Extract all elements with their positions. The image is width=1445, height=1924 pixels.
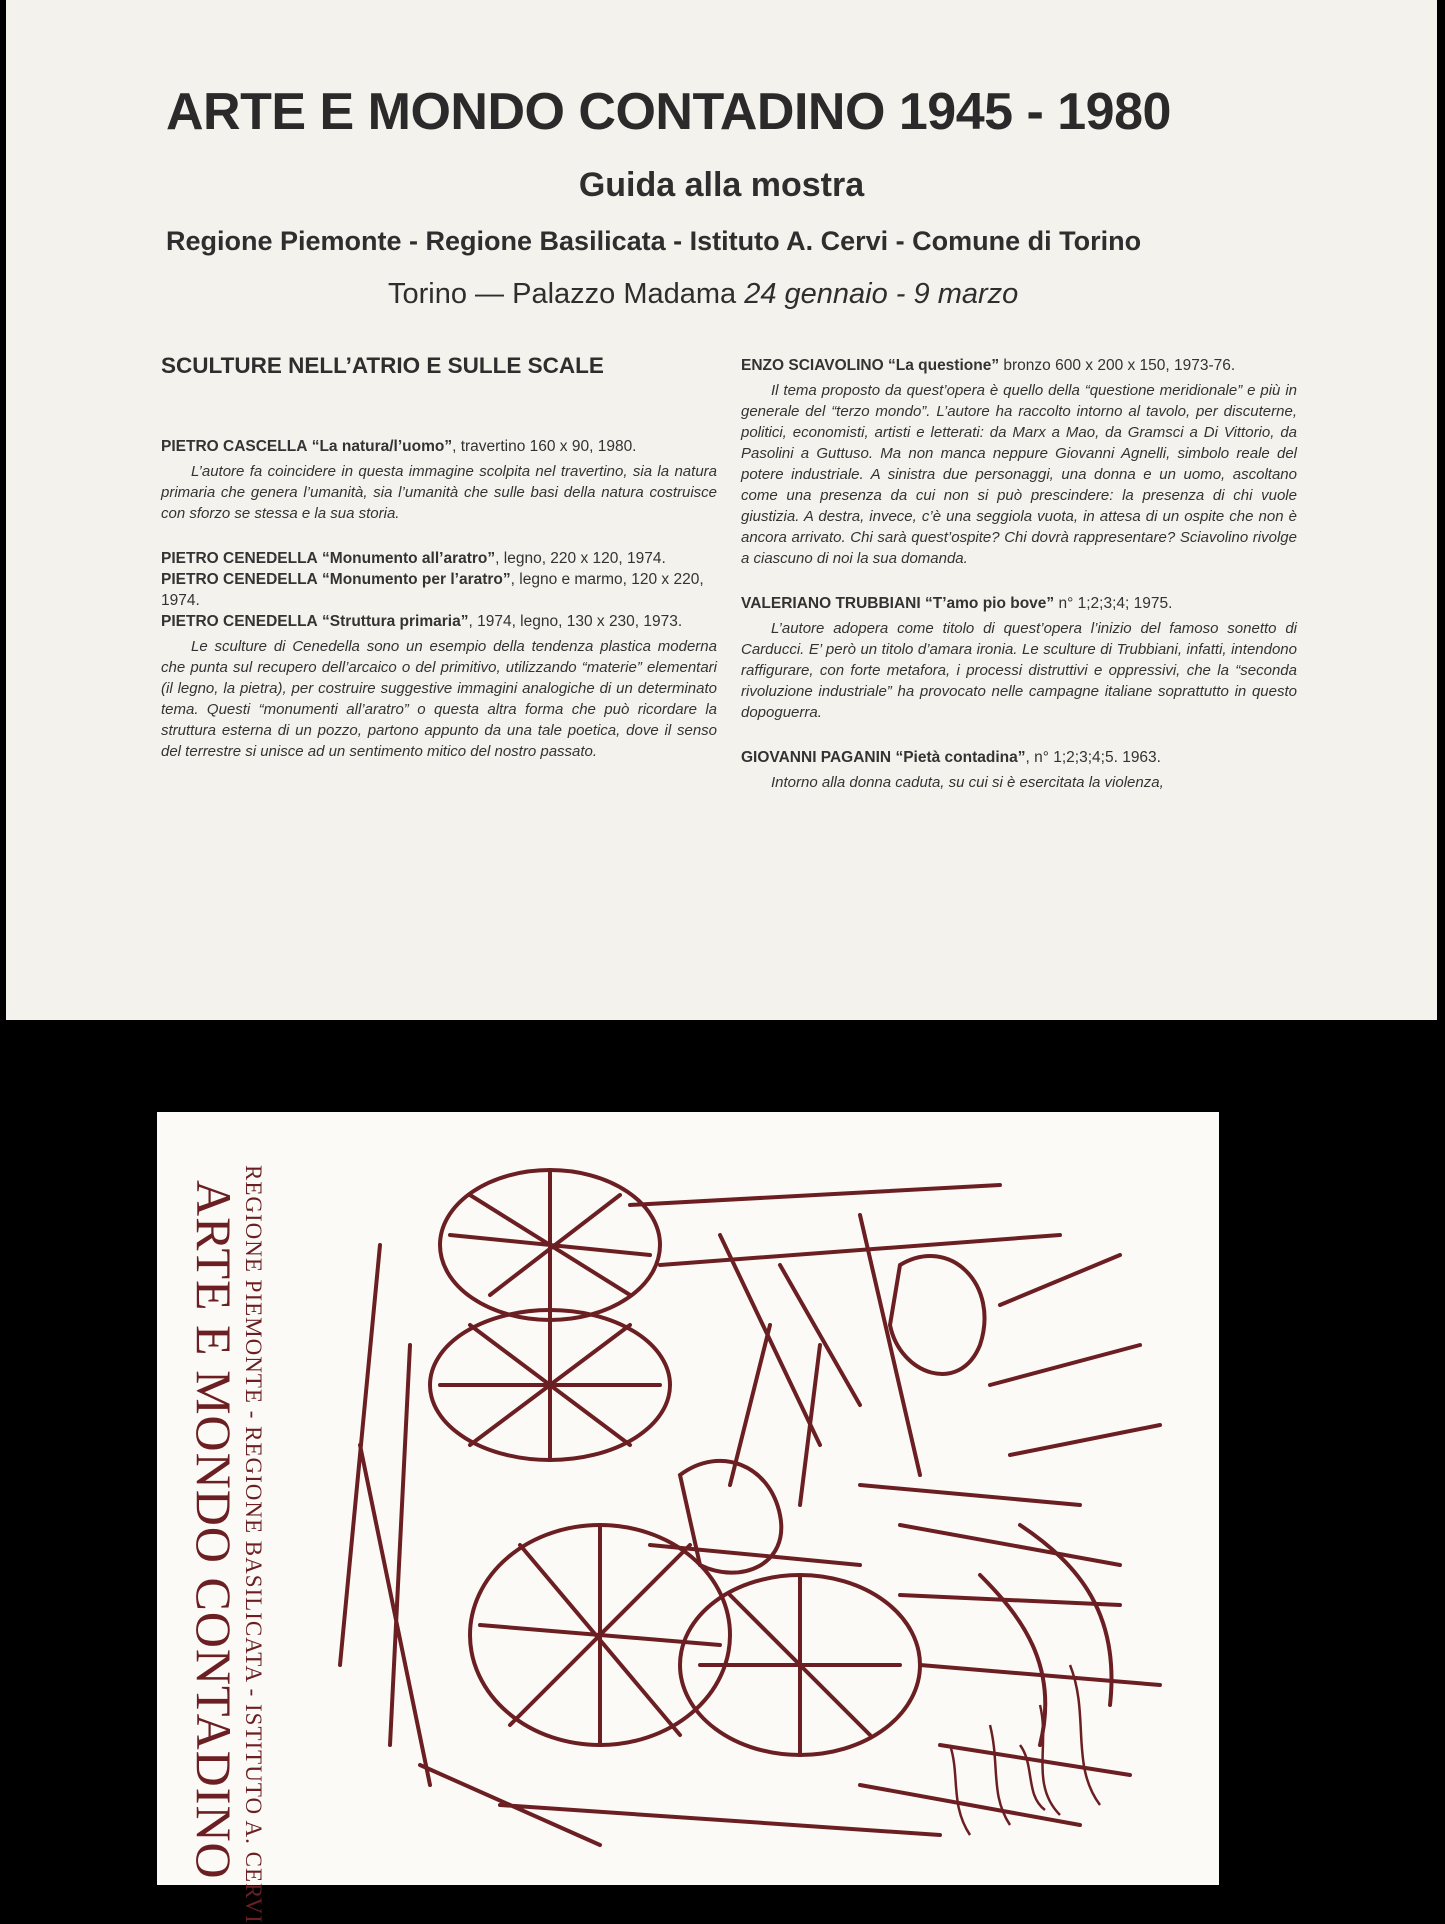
work-details: , travertino 160 x 90, 1980. — [452, 438, 637, 455]
work-details: , legno e marmo, 120 x 220, 1974. — [161, 571, 704, 609]
guide-venue — [388, 278, 1018, 311]
artist-name: PIETRO CENEDELLA — [161, 550, 318, 567]
section-title: SCULTURE NELL’ATRIO E SULLE SCALE — [161, 353, 604, 378]
work-details: , n° 1;2;3;4;5. 1963. — [1025, 749, 1161, 766]
card-organizers: REGIONE PIEMONTE - REGIONE BASILICATA - ISTITUTO A. CERVI — [241, 1165, 266, 1924]
work-title: “Monumento all’aratro” — [322, 550, 496, 567]
artist-name: PIETRO CENEDELLA — [161, 571, 318, 588]
left-entries — [161, 436, 717, 762]
guide-title: ARTE E MONDO CONTADINO 1945 - 1980 — [166, 83, 1171, 141]
entry-description: Intorno alla donna caduta, su cui si è esercitata la violenza, — [771, 774, 1164, 791]
entry-heading — [741, 355, 1297, 376]
work-title: “T’amo pio bove” — [925, 595, 1055, 612]
exhibition-guide-page — [6, 0, 1437, 1020]
entry-description: Le sculture di Cenedella sono un esempio della tendenza plastica moderna che punta sul recupero dell’arcaico o del primitivo, utilizzando “materie” elementari (il legno, la pietra), per costruire suggestive immagini analogiche di un determinato tema. Questi “monumenti all’aratro” o questa altra forma che può ricordare la struttura esterna di un pozzo, partono appunto da una tale poetica, dove il senso del terrestre si unisce ad un sentimento mitico del nostro passato. — [161, 638, 717, 760]
guide-subtitle: Guida alla mostra — [578, 166, 865, 204]
artist-name: PIETRO CENEDELLA — [161, 613, 318, 630]
entry-heading — [161, 569, 717, 611]
work-title: “La natura/l’uomo” — [311, 438, 453, 455]
entry-heading — [741, 593, 1297, 614]
venue-dates: 24 gennaio - 9 marzo — [744, 278, 1019, 310]
artist-name: PIETRO CASCELLA — [161, 438, 308, 455]
work-details: , legno, 220 x 120, 1974. — [495, 550, 666, 567]
entry-description: L’autore adopera come titolo di quest’opera l’inizio del famoso sonetto di Carducci. E’ però un titolo d’amara ironia. Le sculture di Trubbiani, infatti, intendono raffigurare, con forte metafora, i processi distruttivi e oppressivi, che la “seconda rivoluzione industriale” ha provocato nelle campagne italiane soprattutto in questo dopoguerra. — [741, 620, 1297, 721]
entry-heading — [161, 436, 717, 457]
entry-heading — [741, 747, 1297, 768]
venue-name: Torino — Palazzo Madama — [388, 278, 745, 310]
work-title: “Monumento per l’aratro” — [322, 571, 511, 588]
work-title: “La questione” — [887, 357, 1000, 374]
work-details: bronzo 600 x 200 x 150, 1973-76. — [999, 357, 1236, 374]
right-entries — [741, 355, 1297, 793]
artist-name: VALERIANO TRUBBIANI — [741, 595, 921, 612]
artist-name: GIOVANNI PAGANIN — [741, 749, 892, 766]
left-column — [161, 355, 717, 786]
entry-heading — [161, 611, 717, 632]
work-details: , 1974, legno, 130 x 230, 1973. — [468, 613, 683, 630]
artist-name: ENZO SCIAVOLINO — [741, 357, 884, 374]
guide-organizers: Regione Piemonte - Regione Basilicata - Istituto A. Cervi - Comune di Torino — [166, 226, 1142, 256]
work-details: n° 1;2;3;4; 1975. — [1054, 595, 1173, 612]
card-title: ARTE E MONDO CONTADINO — [186, 1180, 242, 1880]
peasant-sketch-illustration — [300, 1145, 1200, 1865]
entry-description: Il tema proposto da quest’opera è quello della “questione meridionale” e più in generale del “terzo mondo”. L’autore ha raccolto intorno al tavolo, per discuterne, politici, economisti, artisti e letterati: da Marx a Mao, da Gramsci a Di Vittorio, da Pasolini a Guttuso. Ma non manca neppure Giovanni Agnelli, simbolo reale del potere industriale. A sinistra due personaggi, una donna e un uomo, ascoltano come una presenza da cui non si può prescindere: la presenza di chi vuole giustizia. A destra, invece, c’è una seggiola vuota, in attesa di un ospite che non è ancora arrivato. Chi sarà quest’ospite? Chi dovrà rappresentare? Sciavolino rivolge a ciascuno di noi la sua domanda. — [741, 382, 1297, 567]
work-title: “Pietà contadina” — [895, 749, 1026, 766]
work-title: “Struttura primaria” — [322, 613, 469, 630]
entry-heading — [161, 548, 717, 569]
right-column — [741, 355, 1297, 817]
entry-description: L’autore fa coincidere in questa immagine scolpita nel travertino, sia la natura primaria che genera l’umanità, sia l’umanità che sulle basi della natura costruisce con sforzo se stessa e la sua storia. — [161, 463, 717, 522]
